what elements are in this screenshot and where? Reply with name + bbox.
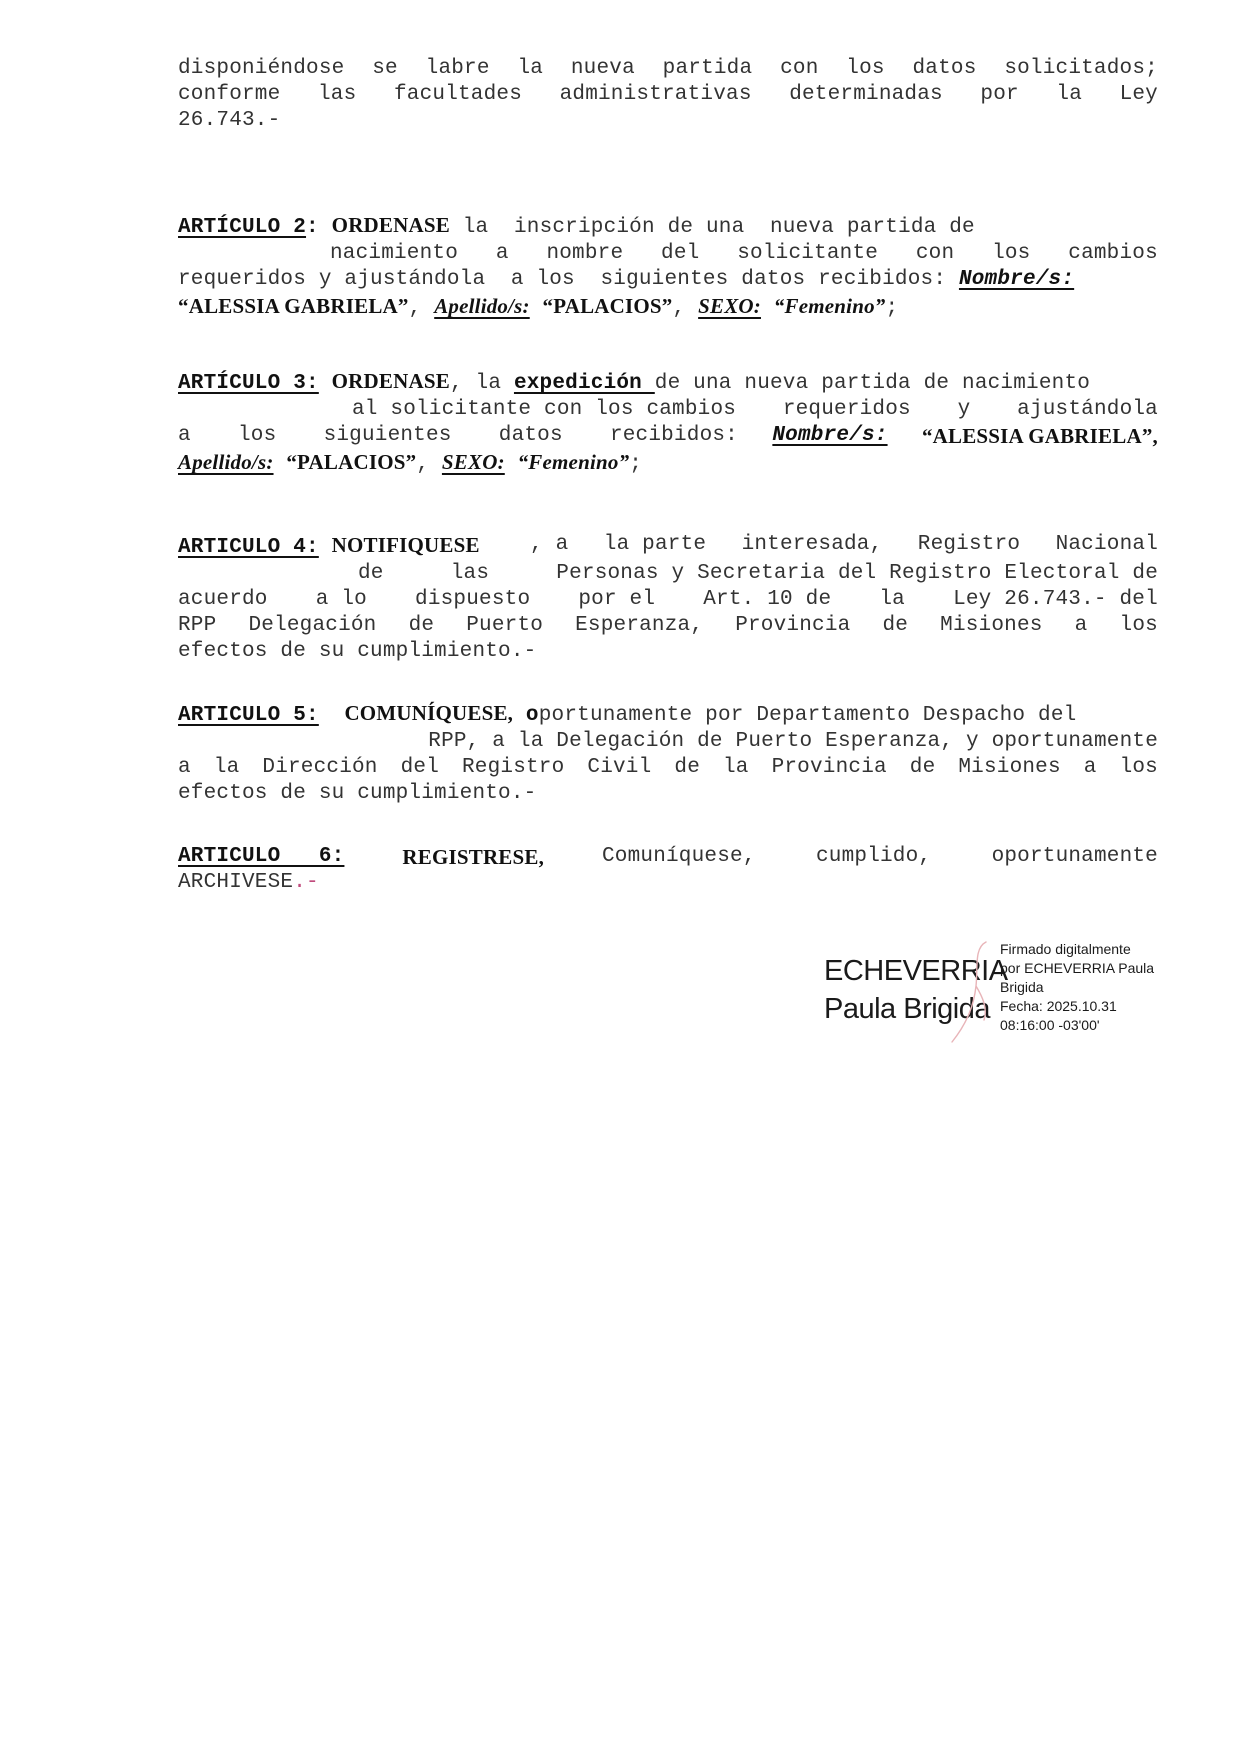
word: solicitados; bbox=[1004, 57, 1158, 80]
article-6-label: ARTICULO 6: bbox=[178, 845, 345, 868]
word: disponiéndose bbox=[178, 57, 345, 80]
word: Misiones bbox=[958, 756, 1061, 779]
nombre-value: “ALESSIA GABRIELA” bbox=[178, 294, 409, 318]
article-3-label: ARTÍCULO 3: bbox=[178, 372, 319, 395]
word: del bbox=[400, 756, 439, 779]
word: de bbox=[674, 756, 700, 779]
word: los bbox=[846, 57, 885, 80]
word: partida bbox=[662, 57, 753, 80]
word: datos bbox=[498, 424, 563, 447]
word: la parte bbox=[603, 533, 707, 556]
nombre-label-3: Nombre/s: bbox=[772, 424, 888, 447]
article-5: ARTICULO 5: COMUNÍQUESE, oportunamente por Departamento Despacho del RPP, a la Delegación de Puerto Esperanza, y oportunamente a la Dirección del Registro Civil de la Provincia de Misiones a los efectos de su cumplimiento.- bbox=[178, 701, 1158, 805]
article-2-verb: ORDENASE bbox=[331, 213, 450, 237]
article-4 bbox=[178, 532, 1158, 665]
word: requeridos bbox=[782, 398, 911, 421]
intro-line-2 bbox=[178, 82, 1158, 108]
word: los bbox=[992, 242, 1031, 265]
word: conforme bbox=[178, 83, 281, 106]
article-4-line-4 bbox=[178, 613, 1158, 639]
article-3-line-3-pre bbox=[178, 423, 738, 449]
intro-line-1 bbox=[178, 56, 1158, 82]
word: los bbox=[1119, 614, 1158, 637]
article-4-line-1-rest bbox=[530, 532, 1158, 561]
article-3-verb: ORDENASE bbox=[331, 369, 450, 393]
word: nueva bbox=[570, 57, 635, 80]
word: Provincia bbox=[735, 614, 851, 637]
word: con bbox=[780, 57, 819, 80]
article-4-label: ARTICULO 4: bbox=[178, 536, 319, 559]
nombre-value-3: “ALESSIA GABRIELA”, bbox=[921, 424, 1158, 448]
article-5-line-2: RPP, a la Delegación de Puerto Esperanza, y oportunamente bbox=[428, 730, 1158, 753]
word: de bbox=[909, 756, 936, 779]
word: facultades bbox=[393, 83, 523, 106]
word: la bbox=[213, 756, 240, 779]
article-6: ARTICULO 6: REGISTRESE, Comuníquese, cumplido, oportunamente ARCHIVESE.- bbox=[178, 845, 1158, 894]
word: determinadas bbox=[789, 83, 943, 106]
sexo-value: “Femenino” bbox=[773, 294, 886, 318]
archivese-text: ARCHIVESE bbox=[178, 871, 294, 894]
word: la bbox=[879, 588, 905, 611]
word: de bbox=[408, 614, 435, 637]
article-4-line-3 bbox=[178, 587, 1158, 613]
word: Ley 26.743.- del bbox=[953, 588, 1158, 611]
word: Esperanza, bbox=[575, 614, 704, 637]
apellido-label-3: Apellido/s: bbox=[178, 450, 274, 474]
word: a bbox=[178, 424, 191, 447]
word: ajustándola bbox=[1017, 398, 1158, 421]
article-3-line-2 bbox=[178, 397, 1158, 423]
word: Delegación bbox=[248, 614, 377, 637]
word: recibidos: bbox=[609, 424, 738, 447]
word: Personas y Secretaria del Registro Electoral de bbox=[556, 562, 1158, 585]
word: la bbox=[1056, 83, 1082, 106]
word: Puerto bbox=[466, 614, 544, 637]
sexo-value-3: “Femenino” bbox=[517, 450, 630, 474]
word: interesada, bbox=[741, 533, 883, 556]
word: cumplido, bbox=[815, 845, 932, 868]
article-6-line-1-rest bbox=[602, 844, 1158, 870]
apellido-value-3: “PALACIOS” bbox=[286, 450, 417, 474]
word: a bbox=[1074, 614, 1088, 637]
word: nombre bbox=[546, 242, 624, 265]
article-3: ARTÍCULO 3: ORDENASE, la expedición de una nueva partida de nacimiento al solicitante con los cambios requeridos y ajustándola a los siguientes datos recibidos: Nombre/s: “ALESSIA GABRIELA”, Apellido/s: “PALACIOS”, SEXO: “Femenino”; bbox=[178, 369, 1158, 476]
word: se bbox=[372, 57, 398, 80]
signature-metadata: Firmado digitalmente por ECHEVERRIA Paula Brigida Fecha: 2025.10.31 08:16:00 -03'00' bbox=[1000, 941, 1155, 1033]
apellido-label: Apellido/s: bbox=[434, 294, 530, 318]
word: de bbox=[882, 614, 909, 637]
word: oportunamente bbox=[991, 845, 1158, 868]
word: siguientes bbox=[323, 424, 452, 447]
word: acuerdo bbox=[178, 588, 268, 611]
sexo-label: SEXO: bbox=[698, 294, 761, 318]
article-4-line-2 bbox=[178, 561, 1158, 587]
article-5-line-3 bbox=[178, 755, 1158, 781]
word: por bbox=[980, 83, 1019, 106]
article-5-verb: COMUNÍQUESE, bbox=[344, 701, 514, 725]
word: y bbox=[957, 398, 971, 421]
word: las bbox=[318, 83, 357, 106]
article-5-line-4: efectos de su cumplimiento.- bbox=[178, 782, 537, 805]
word: Ley bbox=[1119, 83, 1158, 106]
article-2-label: ARTÍCULO 2 bbox=[178, 216, 307, 239]
intro-paragraph bbox=[178, 56, 1158, 134]
intro-line-3: 26.743.- bbox=[178, 109, 281, 132]
word: Art. 10 de bbox=[703, 588, 832, 611]
word: solicitante bbox=[737, 242, 879, 265]
word: RPP bbox=[178, 614, 217, 637]
article-2: ARTÍCULO 2: ORDENASE la inscripción de una nueva partida de nacimiento a nombre del solicitante con los cambios requeridos y ajustándola a los siguientes datos recibidos: Nombre/s: “ALESSIA GABRIELA”, Apellido/s: “PALACIOS”, SEXO: “Femenino”; bbox=[178, 213, 1158, 320]
word: Registro bbox=[917, 533, 1021, 556]
word: las bbox=[450, 562, 490, 585]
nombre-label: Nombre/s: bbox=[958, 268, 1075, 291]
word: la bbox=[722, 756, 749, 779]
article-4-verb: NOTIFIQUESE bbox=[331, 533, 480, 557]
word: los bbox=[237, 424, 277, 447]
word: de bbox=[358, 562, 384, 585]
word: dispuesto bbox=[415, 588, 531, 611]
word: administrativas bbox=[559, 83, 752, 106]
word: nacimiento bbox=[330, 242, 459, 265]
article-5-label: ARTICULO 5: bbox=[178, 704, 319, 727]
article-2-line-2 bbox=[178, 241, 1158, 267]
word: la bbox=[517, 57, 544, 80]
word: del bbox=[661, 242, 700, 265]
word: Dirección bbox=[262, 756, 378, 779]
article-4-line-5: efectos de su cumplimiento.- bbox=[178, 640, 537, 663]
word: cambios bbox=[1068, 242, 1158, 265]
word: Provincia bbox=[771, 756, 887, 779]
word: los bbox=[1119, 756, 1158, 779]
apellido-value: “PALACIOS” bbox=[542, 294, 673, 318]
word: a lo bbox=[315, 588, 367, 611]
word: al solicitante con los cambios bbox=[352, 398, 737, 421]
signature-swirl-icon bbox=[938, 938, 998, 1048]
article-6-verb: REGISTRESE, bbox=[402, 845, 545, 869]
word: , a bbox=[530, 533, 569, 556]
word: Nacional bbox=[1055, 533, 1158, 556]
word: a bbox=[1083, 756, 1097, 779]
word: Civil bbox=[587, 756, 652, 779]
word: Comuníquese, bbox=[602, 845, 756, 868]
word: Misiones bbox=[940, 614, 1043, 637]
word: por el bbox=[578, 588, 656, 611]
word: Registro bbox=[461, 756, 565, 779]
word: labre bbox=[425, 57, 490, 80]
expedicion-word: expedición bbox=[513, 372, 655, 395]
sexo-label-3: SEXO: bbox=[441, 450, 505, 474]
digital-signature bbox=[824, 938, 1164, 1048]
signer-name: ECHEVERRIA Paula Brigida bbox=[824, 955, 1008, 1025]
word: a bbox=[178, 756, 191, 779]
word: datos bbox=[912, 57, 977, 80]
word: a bbox=[495, 242, 509, 265]
word: con bbox=[915, 242, 955, 265]
